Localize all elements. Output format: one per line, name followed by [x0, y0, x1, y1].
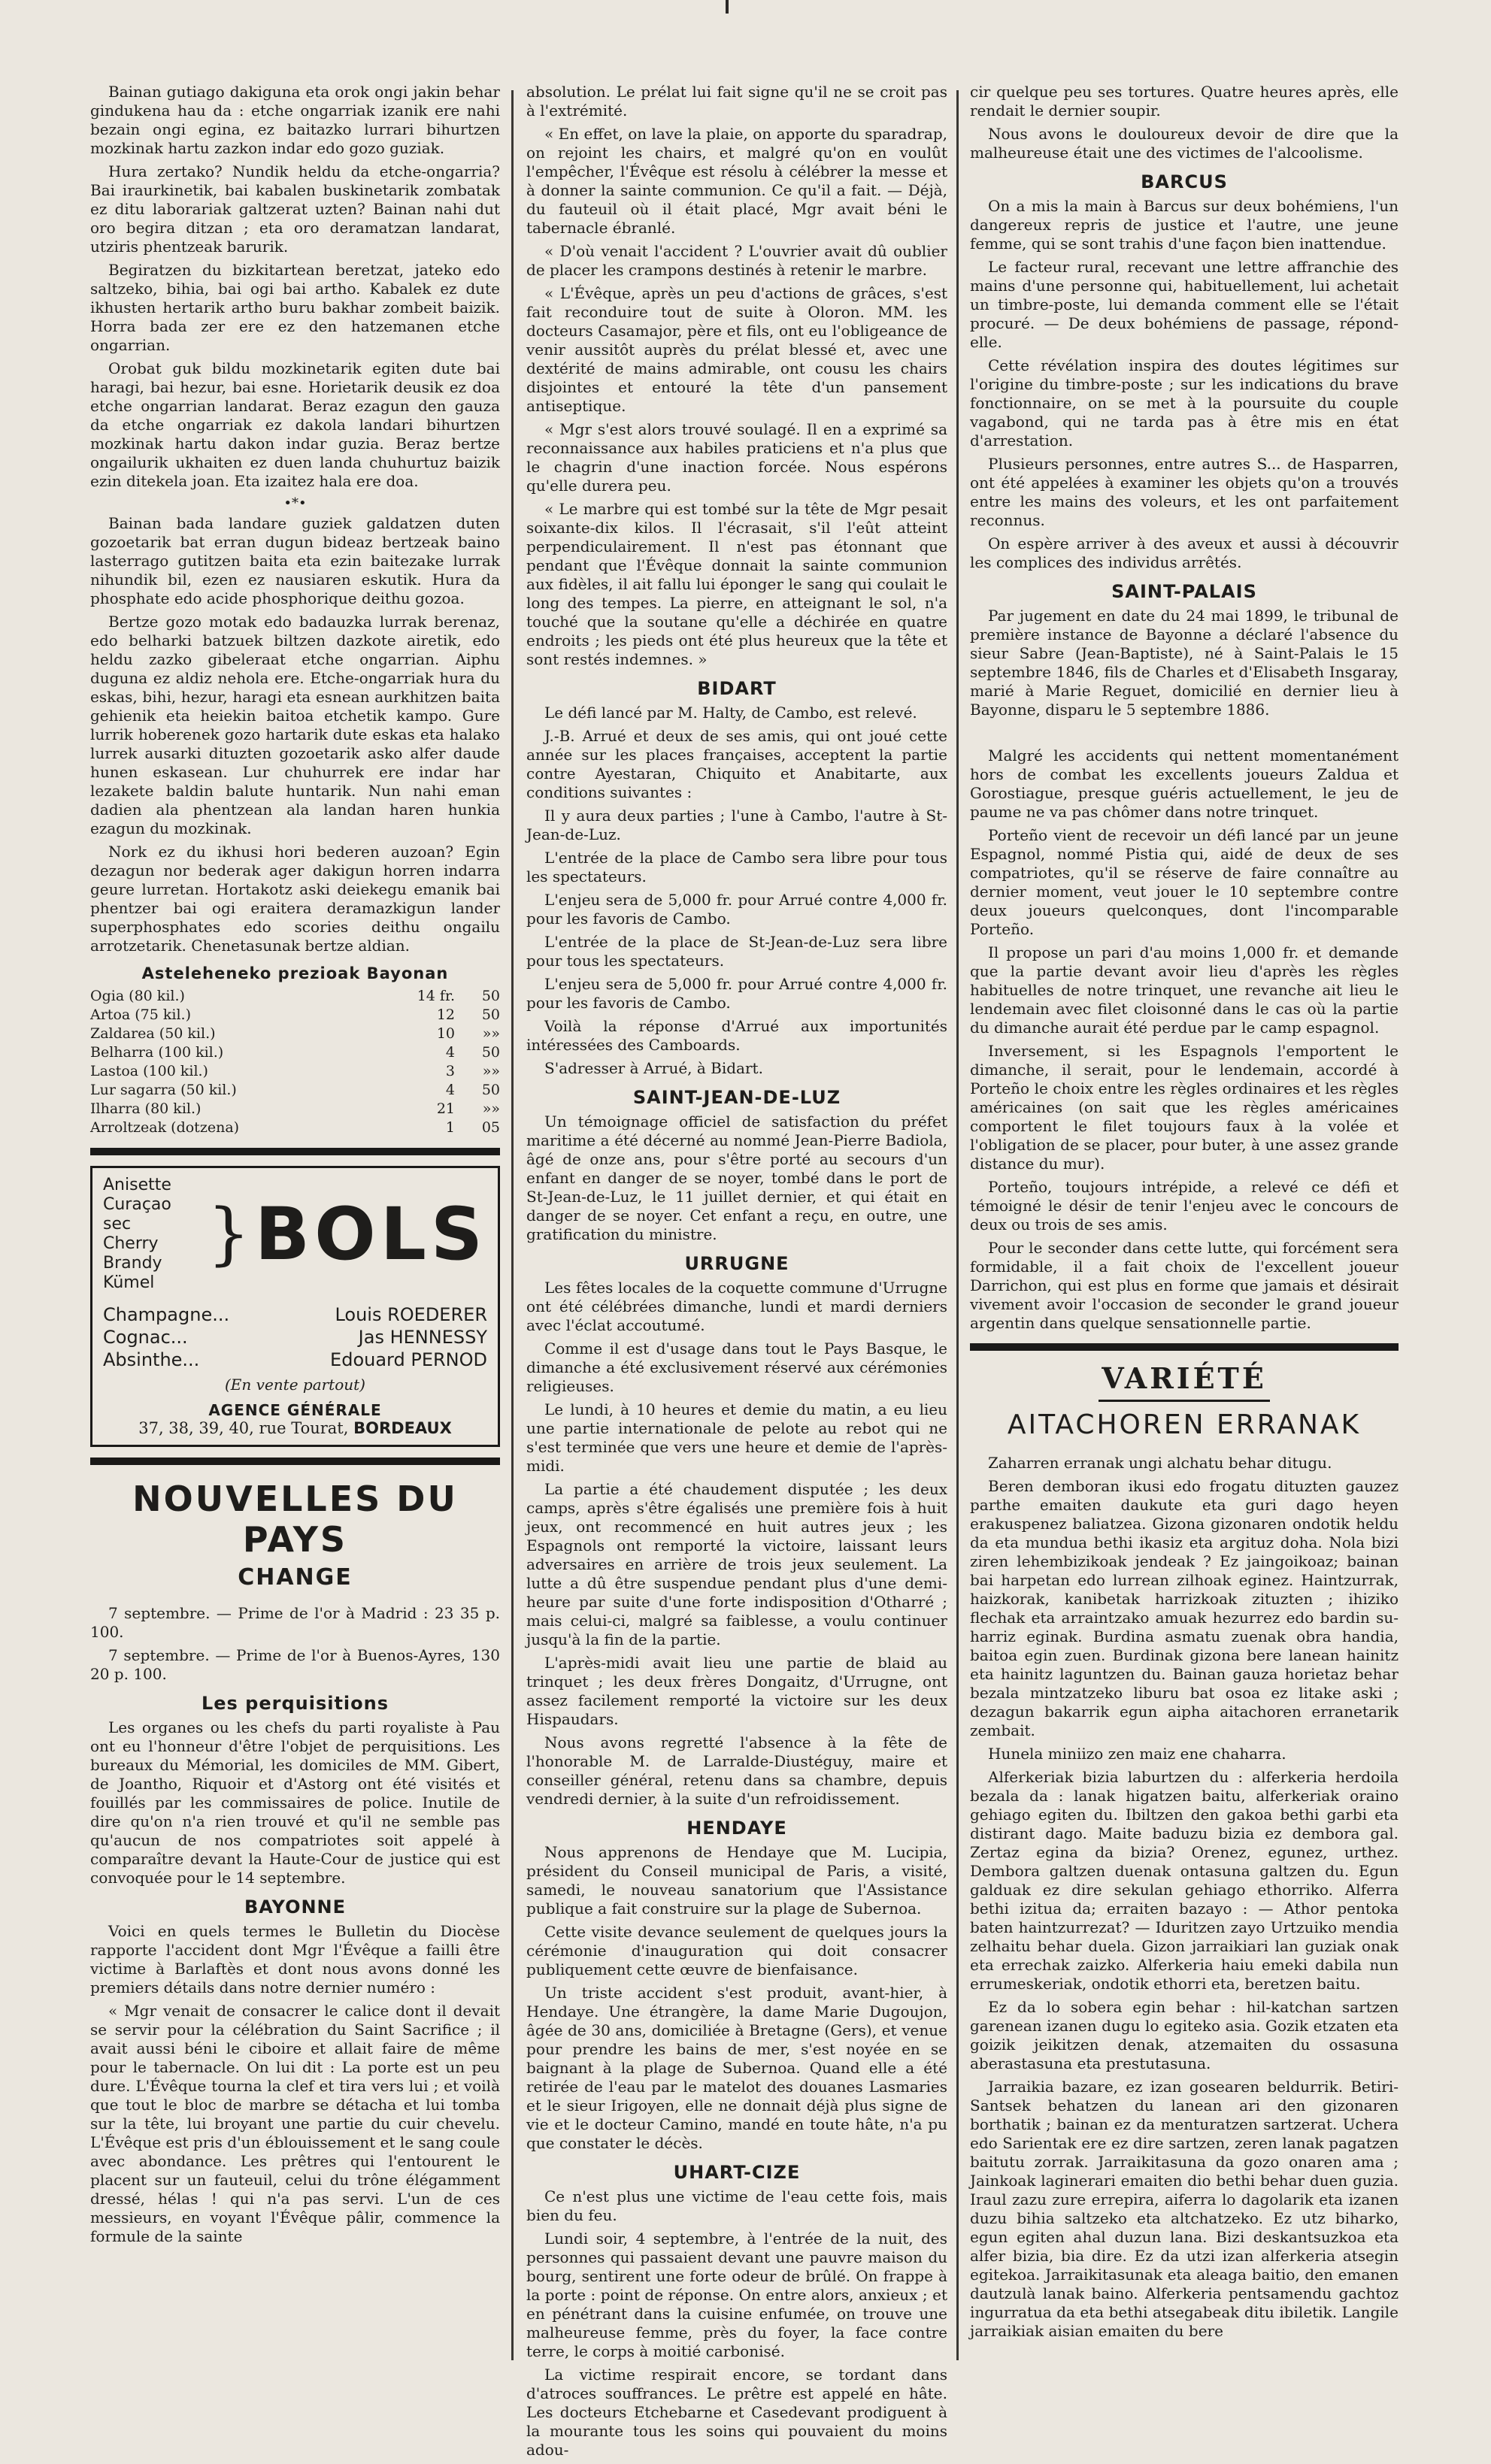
price-row [90, 1062, 500, 1081]
price-item: Ilharra (80 kil.) [90, 1100, 202, 1117]
price-table [90, 987, 500, 1137]
price-cents: »» [482, 1025, 500, 1042]
section-title-urrugne: URRUGNE [684, 1253, 789, 1274]
section-title-barcus: BARCUS [1141, 171, 1228, 192]
ad-note: (En vente partout) [225, 1376, 365, 1394]
article-paragraph: « D'où venait l'accident ? L'ouvrier avait dû oublier de placer les crampons destinés à retenir le marbre. [526, 242, 947, 279]
section-title-saint-palais: SAINT-PALAIS [1111, 581, 1257, 602]
price-value: 21 [436, 1100, 455, 1117]
price-value: 3 [445, 1063, 455, 1079]
ad-address: 37, 38, 39, 40, rue Tourat, BORDEAUX [138, 1419, 452, 1437]
column-1 [90, 83, 500, 2251]
column-3 [970, 83, 1399, 2345]
change-entry: 7 septembre. — Prime de l'or à Buenos-Ayres, 130 20 p. 100. [90, 1646, 500, 1683]
article-paragraph: « Mgr s'est alors trouvé soulagé. Il en a exprimé sa reconnaissance aux habiles praticiens et n'a plus que le chagrin d'une inaction forcée. Nous espérons qu'elle durera peu. [526, 420, 947, 495]
article-paragraph: Nous avons le douloureux devoir de dire que la malheureuse était une des victimes de l'alcoolisme. [970, 125, 1399, 162]
article-paragraph: Les fêtes locales de la coquette commune d'Urrugne ont été célébrées dimanche, lundi et mardi derniers avec l'éclat accoutumé. [526, 1279, 947, 1334]
article-paragraph: Lundi soir, 4 septembre, à l'entrée de la nuit, des personnes qui passaient devant une pauvre maison du bourg, sentirent une forte odeur de brûlé. On frappe à la porte : point de réponse. On entre alors, anxieux ; et en pénétrant dans la cuisine enfumée, on trouve une malheureuse femme, près du foyer, la face contre terre, le corps à moitié carbonisé. [526, 2229, 947, 2360]
column-rule-1 [511, 90, 514, 2360]
article-paragraph: L'enjeu sera de 5,000 fr. pour Arrué contre 4,000 fr. pour les favoris de Cambo. [526, 891, 947, 928]
price-item: Lur sagarra (50 kil.) [90, 1082, 237, 1098]
price-row [90, 1118, 500, 1137]
price-cents: 50 [481, 988, 500, 1004]
article-title-aitachoren-erranak: AITACHOREN ERRANAK [1007, 1409, 1362, 1440]
article-paragraph: Inversement, si les Espagnols l'emportent le dimanche, il serait, pour le lendemain, accordé à Porteño le choix entre les règles ordinaires et les règles américaines (on sait que les règles américaines comportent le filet toujours faux à la volée et l'obligation de se placer, pour buter, à une assez grande distance du mur). [970, 1042, 1399, 1173]
ad-row: Cognac... Jas HENNESSY [103, 1327, 487, 1348]
variete-top-rule [970, 1343, 1399, 1351]
article-paragraph: S'adresser à Arrué, à Bidart. [544, 1059, 763, 1077]
article-paragraph: La victime respirait encore, se tordant dans d'atroces souffrances. Le prêtre est appelé en hâte. Les docteurs Etchebarne et Casedevant prodiguent à la mourante tous les soins qui pouvaient du moins adou- [526, 2366, 947, 2459]
price-row [90, 1043, 500, 1062]
ad-row: Absinthe... Edouard PERNOD [103, 1349, 487, 1370]
article-paragraph: Par jugement en date du 24 mai 1899, le tribunal de première instance de Bayonne a déclaré l'absence du sieur Sabre (Jean-Baptiste), né à Saint-Palais le 15 septembre 1846, fils de Charles et d'Elisabeth Insgaray, marié à Marie Reguet, domicilié en dernier lieu à Bayonne, disparu le 5 septembre 1886. [970, 607, 1399, 719]
article-paragraph: Cette révélation inspira des doutes légitimes sur l'origine du timbre-poste ; sur les indications du brave fonctionnaire, on se met à la poursuite du couple vagabond, qui ne tarda pas à être mis en état d'arrestation. [970, 356, 1399, 450]
price-value: 14 fr. [417, 988, 455, 1004]
article-paragraph: J.-B. Arrué et deux de ses amis, qui ont joué cette année sur les places françaises, acceptent la partie contre Ayestaran, Chiquito et Anabitarte, aux conditions suivantes : [526, 727, 947, 801]
article-paragraph: Beren demboran ikusi edo frogatu dituzten gauzez parthe emaiten daukute eta guri dago heyen erakuspenez baliatzea. Gizona gizonaren ondotik heldu da eta mundua bethi ikasiz eta argituz doha. Nola bizi ziren lehembizikoak jendeak ? Ez jaingoikoaz; bainan bai harpetan edo lurrean zilhoak eginez. Haintzurrak, haizkorak, kanibetak harrizkoak zituzten ; ihiziko flechak eta arraintzako amuak hezurrez edo bardin su-harriz eginak. Burdina asmatu zuenak obra handia, baitoa egin zuen. Burdinak gizona bere lanean hainitz eta hainitz laguntzen du. Bainan gauza horietaz behar bezala mintzatzeko liburu bat osoa ez litake aski ; dezagun bakarrik egun aipha aitachoren erranetarik zembait. [970, 1477, 1399, 1739]
article-paragraph: L'après-midi avait lieu une partie de blaid au trinquet ; les deux frères Dongaitz, d'Urrugne, ont assez facilement remporté la victoire sur les deux Hispaudars. [526, 1654, 947, 1728]
article-paragraph: Plusieurs personnes, entre autres S... de Hasparren, ont été appelées à examiner les objets qu'on a trouvés entre les mains des voleurs, et les ont parfaitement reconnus. [970, 455, 1399, 529]
article-paragraph: Orobat guk bildu mozkinetarik egiten dute bai haragi, bai hezur, bai esne. Horietarik deusik ez doa etche ongarrian landarat. Beraz ezagun den gauza da etche ongarriak ez dakola landari bihurtzen mozkinak hartu dakon indar guzia. Beraz bertze ongailurik ukhaiten ez duen landa chuhurtuz baizik ezin ditekela joan. Eta izaitez hala ere doa. [90, 359, 500, 490]
article-paragraph: Ce n'est plus une victime de l'eau cette fois, mais bien du feu. [526, 2187, 947, 2224]
article-paragraph: « En effet, on lave la plaie, on apporte du sparadrap, on rejoint les chairs, et malgré qu'on en voulût l'empêcher, l'Évêque est résolu à célébrer la messe et à donner la sainte communion. Ce qu'il a fait. — Déjà, du fauteuil où il était placé, Mgr avait béni le tabernacle ébranlé. [526, 125, 947, 237]
article-paragraph: Nous apprenons de Hendaye que M. Lucipia, président du Conseil municipal de Paris, a visité, samedi, le nouveau sanatorium que l'Assistance publique a fait construire sur la plage de Subernoa. [526, 1843, 947, 1918]
price-item: Artoa (75 kil.) [90, 1006, 191, 1023]
bols-advertisement [90, 1166, 500, 1447]
article-paragraph: « Mgr venait de consacrer le calice dont il devait se servir pour la célébration du Saint Sacrifice ; il avait aussi béni le ciboire et allait faire de même pour le tabernacle. On lui dit : La porte est un peu dure. L'Évêque tourna la clef et tira vers lui ; et voilà que tout le bloc de marbre se détacha et lui tomba sur la tête, lui broyant une partie du cuir chevelu. L'Évêque est pris d'un éblouissement et le sang coule avec abondance. Les prêtres qui l'entourent le placent sur un fauteuil, celui du trône élégamment dressé, hélas ! qui n'a pas servi. L'un de ces messieurs, en voyant l'Évêque pâlir, commence la formule de la sainte [90, 2002, 500, 2245]
article-paragraph: Bainan bada landare guziek galdatzen duten gozoetarik bat erran dugun bideaz bertzeak baino lasterrago gutitzen baita eta ezin baitezake lurrak nihundik bil, ezen ez nausiaren eskutik. Hura da phosphate edo acide phosphorique deithu gozoa. [90, 514, 500, 607]
article-paragraph: Voici en quels termes le Bulletin du Diocèse rapporte l'accident dont Mgr l'Évêque a failli être victime à Barlaftès et dont nous avons donné les premiers détails dans notre dernier numéro : [90, 1922, 500, 1996]
price-row [90, 1025, 500, 1043]
article-paragraph: Pour le seconder dans cette lutte, qui forcément sera formidable, il a fait choix de l'excellent joueur Darrichon, qui est plus en forme que jamais et désirait vivement avoir l'occasion de seconder le grand joueur argentin dans quelque sensationnelle partie. [970, 1239, 1399, 1332]
column-rule-2 [956, 90, 959, 2360]
article-paragraph: « Le marbre qui est tombé sur la tête de Mgr pesait soixante-dix kilos. Il l'écrasait, s'il l'eût atteint perpendiculairement. Il n'est pas étonnant que pendant que l'Évêque donnait la sainte communion aux fidèles, il ait fallu lui éponger le sang qui coulait le long des tempes. La pierre, en atteignant le sol, n'a touché que la soutane qu'elle a déchirée en quatre endroits ; les pieds ont été plus heureux que la tête et sont restés indemnes. » [526, 500, 947, 668]
price-value: 12 [436, 1006, 455, 1023]
article-paragraph: Nork ez du ikhusi hori bederen auzoan? Egin dezagun nor bederak ager dakigun horren indarra geure lurretan. Hortakotz aski deiekegu emanik bai phentzer bai ogi eraitera deramazkigun lander superphosphates edo scories deithu ongailu arrotzetarik. Chenetasunak bertze aldian. [90, 843, 500, 955]
section-title-saint-jean-de-luz: SAINT-JEAN-DE-LUZ [632, 1087, 841, 1108]
section-title-change: CHANGE [238, 1564, 353, 1591]
price-value: 10 [436, 1025, 455, 1042]
article-paragraph: Il propose un pari d'au moins 1,000 fr. et demande que la partie devant avoir lieu d'après les règles habituelles de notre trinquet, une revanche ait lieu le lendemain avec filet cloisonné dans le cas où la partie du dimanche aurait été perdue par le camp espagnol. [970, 943, 1399, 1037]
article-paragraph: L'entrée de la place de Cambo sera libre pour tous les spectateurs. [526, 849, 947, 885]
price-cents: »» [482, 1100, 500, 1117]
price-item: Lastoa (100 kil.) [90, 1063, 208, 1079]
section-title-variete: VARIÉTÉ [1102, 1361, 1267, 1395]
article-paragraph: Le défi lancé par M. Halty, de Cambo, est relevé. [544, 704, 917, 722]
price-item: Zaldarea (50 kil.) [90, 1025, 216, 1042]
price-row [90, 1100, 500, 1118]
article-paragraph: absolution. Le prélat lui fait signe qu'il ne se croit pas à l'extrémité. [526, 83, 947, 120]
price-value: 4 [445, 1082, 455, 1098]
price-item: Arroltzeak (dotzena) [90, 1119, 240, 1136]
article-paragraph: On espère arriver à des aveux et aussi à découvrir les complices des individus arrêtés. [970, 534, 1399, 571]
price-value: 4 [445, 1044, 455, 1061]
ad-row: Champagne... Louis ROEDERER [103, 1304, 487, 1325]
article-paragraph: cir quelque peu ses tortures. Quatre heures après, elle rendait le dernier soupir. [970, 83, 1399, 120]
article-paragraph: Hura zertako? Nundik heldu da etche-ongarria? Bai iraurkinetik, bai kabalen buskinetarik zombatak ez ditu laborariak galtzerat uzten? Bainan nahi dut oro begira ditzan ; eta oro deramatzan landarat, utziris phentzeak barurik. [90, 162, 500, 256]
change-entry: 7 septembre. — Prime de l'or à Madrid : 23 35 p. 100. [90, 1604, 500, 1641]
article-paragraph: Les organes ou les chefs du parti royaliste à Pau ont eu l'honneur d'être l'objet de perquisitions. Les bureaux du Mémorial, les domiciles de MM. Gibert, de Joantho, Riquoir et d'Astorg ont été visités et fouillés par les commissaires de police. Inutile de dire qu'on n'a rien trouvé et qu'il ne semble pas qu'aucun de nos compatriotes soit appelé à comparaître devant la Haute-Cour de justice qui est convoquée pour le 14 septembre. [90, 1718, 500, 1887]
article-paragraph: L'entrée de la place de St-Jean-de-Luz sera libre pour tous les spectateurs. [526, 933, 947, 970]
section-star-divider: •*• [283, 495, 307, 511]
article-paragraph: Nous avons regretté l'absence à la fête de l'honorable M. de Larralde-Diustéguy, maire et conseiller général, retenu dans sa chambre, depuis vendredi dernier, à la suite d'un refroidissement. [526, 1733, 947, 1808]
article-paragraph: Voilà la réponse d'Arrué aux importunités intéressées des Camboards. [526, 1017, 947, 1054]
article-paragraph: Jarraikia bazare, ez izan gosearen beldurrik. Betiri-Santsek behatzen du lanean ari den gizonaren borthatik ; bainan ez da menturatzen sartzerat. Uchera edo Sarientak ere ez dire sartzen, zeren lanak pagatzen baitutu zorrak. Jarraikitasuna da gozo onaren ama ; Jainkoak laginerari emaiten dio bethi behar duen guzia. Iraul zazu zure errepira, aiferra lo dagolarik eta izanen duzu bihia saltzeko eta altchatzeko. Ez utz biharko, egun egiten ahal duzun lana. Bizi deskantsuzkoa eta alfer bizia, bia dire. Ez da utzi izan alferkeria atsegin egitekoa. Jarraikitasunak eta aleaga baitio, den emanen dautzulà lanak baino. Alferkeria pentsamendu gachtoz ingurratua da eta bethi atsegabeak ditu ibiletik. Langile jarraikiak aisian emaiten du bere [970, 2078, 1399, 2340]
article-paragraph: Hunela miniizo zen maiz ene chaharra. [988, 1745, 1286, 1763]
price-row [90, 1081, 500, 1100]
price-cents: 05 [481, 1119, 500, 1136]
article-paragraph: Alferkeriak bizia laburtzen du : alferkeria herdoila bezala da : lanak higatzen baitu, alferkeriak oraino gehiago egiten du. Ibiltzen den gakoa bethi garbi eta distirant dago. Maite baduzu bizia ez dembora gal. Zertaz egina da bizia? Orenez, egunez, urthez. Dembora galtzen duenak ontasuna galtzen du. Egun galduak ez dire sekulan gehiago ethorriko. Alferra bethi izitua da; erraiten bazayo : — Athor pentoka baten haintzurrezat? — Iduritzen zayo Urtzuiko mendia zelhaitu behar duela. Gizon jarraikiari lan guziak onak eta errechak zaizko. Alferkeria haiu emeki dabila nun errumeskeriak, ondotik ethorri eta, beretzen baitu. [970, 1768, 1399, 1993]
section-title-bayonne: BAYONNE [244, 1896, 347, 1918]
article-paragraph: Le lundi, à 10 heures et demie du matin, a eu lieu une partie internationale de pelote au rebot qui ne s'est terminée que vers une heure et demie de l'après-midi. [526, 1400, 947, 1475]
ad-top-rule [90, 1148, 500, 1155]
article-paragraph: Bainan gutiago dakiguna eta orok ongi jakin behar gindukena hau da : etche ongarriak izanik ere nahi bezain ongi egina, ez baitazko lurrari bihurtzen mozkinak hartu zazkon indar edo gozo guziak. [90, 83, 500, 157]
section-title-nouvelles: NOUVELLES DU PAYS [132, 1479, 458, 1560]
article-paragraph: Porteño, toujours intrépide, a relevé ce défi et témoigné le désir de tenir l'enjeu avec le concours de deux ou trois de ses amis. [970, 1178, 1399, 1234]
price-value: 1 [445, 1119, 455, 1136]
prices-title: Asteleheneko prezioak Bayonan [141, 964, 449, 982]
article-paragraph: Cette visite devance seulement de quelques jours la cérémonie d'inauguration qui doit consacrer publiquement cette œuvre de bienfaisance. [526, 1923, 947, 1978]
article-paragraph: La partie a été chaudement disputée ; les deux camps, après s'être égalisés une première fois à huit jeux, ont recommencé en huit autres jeux ; les Espagnols ont remporté la victoire, laissant leurs adversaires en arrière de trois jeux seulement. La lutte a dû être suspendue pendant plus d'une demi-heure par suite d'une forte indisposition d'Otharré ; mais celui-ci, malgré sa faiblesse, a voulu continuer jusqu'à la fin de la partie. [526, 1480, 947, 1648]
price-cents: 50 [481, 1082, 500, 1098]
price-item: Ogia (80 kil.) [90, 988, 185, 1004]
page-tear-mark [726, 0, 729, 14]
article-paragraph: Un triste accident s'est produit, avant-hier, à Hendaye. Une étrangère, la dame Marie Dugoujon, âgée de 30 ans, domiciliée à Bretagne (Gers), et venue pour prendre les bains de mer, s'est noyée en se baignant à la plage de Subernoa. Quand elle a été retirée de l'eau par le matelot des douanes Lasmaries et le sieur Irigoyen, elle ne donnait déjà plus signe de vie et le docteur Camino, mandé en toute hâte, n'a pu que constater le décès. [526, 1984, 947, 2152]
section-title-uhart-cize: UHART-CIZE [673, 2162, 801, 2183]
brace-icon: } [207, 1194, 250, 1273]
article-paragraph: On a mis la main à Barcus sur deux bohémiens, l'un dangereux repris de justice et l'autre, une jeune femme, qui se sont trahis d'une façon bien inattendue. [970, 197, 1399, 253]
ad-agency: AGENCE GÉNÉRALE [208, 1401, 382, 1419]
price-cents: »» [482, 1063, 500, 1079]
price-item: Belharra (100 kil.) [90, 1044, 224, 1061]
section-title-perquisitions: Les perquisitions [201, 1693, 389, 1714]
article-paragraph: Malgré les accidents qui nettent momentanément hors de combat les excellents joueurs Zaldua et Gorostiague, presque guéris actuellement, le jeu de paume ne va pas chômer dans notre trinquet. [970, 746, 1399, 821]
ad-bottom-rule [90, 1458, 500, 1465]
price-cents: 50 [481, 1006, 500, 1023]
price-row [90, 987, 500, 1006]
article-paragraph: Zaharren erranak ungi alchatu behar ditugu. [988, 1454, 1332, 1472]
price-cents: 50 [481, 1044, 500, 1061]
section-title-bidart: BIDART [697, 678, 777, 699]
article-paragraph: L'enjeu sera de 5,000 fr. pour Arrué contre 4,000 fr. pour les favoris de Cambo. [526, 975, 947, 1012]
price-row [90, 1006, 500, 1025]
article-paragraph: Porteño vient de recevoir un défi lancé par un jeune Espagnol, nommé Pistia qui, aidé de deux de ses compatriotes, qu'il se réserve de faire connaître au dernier moment, veut jouer le 10 septembre contre deux joueurs quelconques, dont l'incomparable Porteño. [970, 826, 1399, 938]
article-paragraph: Ez da lo sobera egin behar : hil-katchan sartzen garenean izanen dugu lo egiteko asia. Gozik etzaten eta goizik jeikitzen denak, atzemaiten du ossasuna aberastasuna eta prestutasuna. [970, 1998, 1399, 2072]
section-title-hendaye: HENDAYE [686, 1818, 787, 1839]
liqueur-list: Anisette Curaçao sec Cherry Brandy Kümel [103, 1176, 171, 1292]
article-paragraph: Comme il est d'usage dans tout le Pays Basque, le dimanche a été exclusivement réservé aux cérémonies religieuses. [526, 1339, 947, 1395]
article-paragraph: Bertze gozo motak edo badauzka lurrak berenaz, edo belharki batzuek biltzen dazkote airetik, edo heldu zazko gibeleraat etche ongarrian. Aiphu duguna ez aldiz nehola ere. Etche-ongarriak hura du eskas, bihi, hezur, haragi eta esnean aurkhitzen baita gehienik eta heiekin baitoa etchetik kampo. Gure lurrik hoberenek gozo hartarik dute eskas eta halako lurrek ausarki dituzten gozoetarik asko alfer daude hunen eskasean. Lur chuhurrek ere indar har lezakete baldin balute huntarik. Nun nahi eman dadien ala phentzean ala landan haren hunkia ezagun du mozkinak. [90, 613, 500, 837]
article-paragraph: Begiratzen du bizkitartean beretzat, jateko edo saltzeko, bihia, bai ogi bai artho. Kabalek ez dute ikhusten hertarik artho buru bakhar zombeit baizik. Horra bada zer ere ez den hatzemanen etche ongarrian. [90, 261, 500, 354]
column-2 [526, 83, 947, 2464]
article-paragraph: Il y aura deux parties ; l'une à Cambo, l'autre à St-Jean-de-Luz. [526, 807, 947, 843]
variete-underline [1099, 1400, 1270, 1402]
article-paragraph: Un témoignage officiel de satisfaction du préfet maritime a été décerné au nommé Jean-Pierre Badiola, âgé de onze ans, pour s'être porté au secours d'un enfant en danger de se noyer, tombé dans le port de St-Jean-de-Luz, le 11 juillet dernier, et qui était en danger de se noyer. Cet enfant a reçu, en outre, une gratification du ministre. [526, 1112, 947, 1243]
bols-brand: BOLS [254, 1192, 487, 1276]
article-paragraph: Le facteur rural, recevant une lettre affranchie des mains d'une personne qui, habituellement, lui achetait un timbre-poste, lui demanda comment elle se l'était procuré. — De deux bohémiens de passage, répond-elle. [970, 258, 1399, 351]
article-paragraph: « L'Évêque, après un peu d'actions de grâces, s'est fait reconduire tout de suite à Oloron. MM. les docteurs Casamajor, père et fils, ont eu l'obligeance de venir aussitôt auprès du prélat blessé et, avec une dextérité de mains admirable, ont cousu les chairs disjointes et entouré la tête d'un pansement antiseptique. [526, 284, 947, 415]
